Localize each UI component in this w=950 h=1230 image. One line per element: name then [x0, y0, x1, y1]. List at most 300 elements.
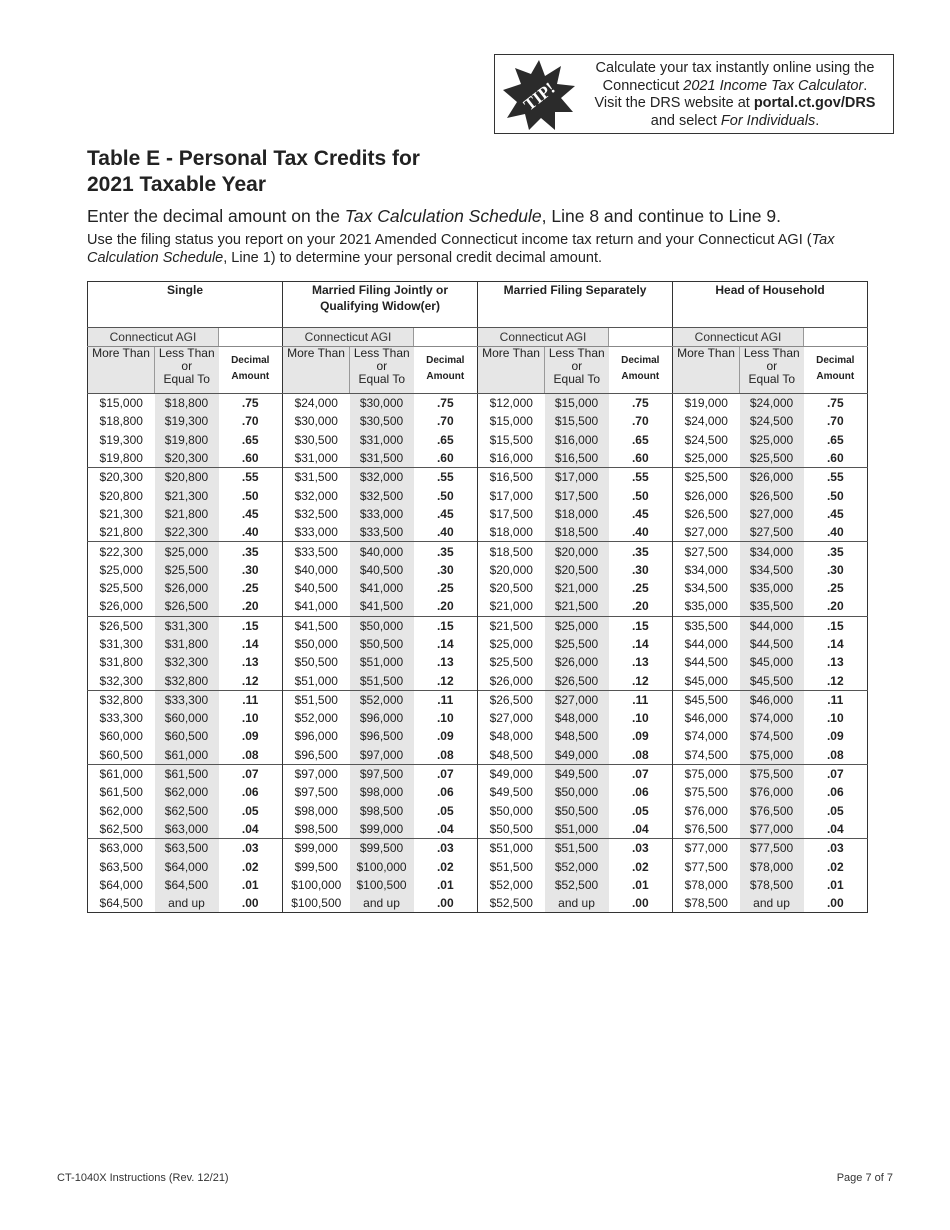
agi-more-than-cell: $21,800 — [88, 523, 155, 542]
decimal-amount-cell: .35 — [219, 542, 283, 561]
agi-less-than-cell: $96,500 — [350, 727, 414, 745]
agi-more-than-cell: $45,500 — [673, 690, 740, 709]
agi-less-than-cell: $75,000 — [740, 746, 804, 765]
table-row — [88, 783, 868, 801]
agi-more-than-cell: $44,000 — [673, 635, 740, 653]
agi-more-than-cell: $74,000 — [673, 727, 740, 745]
decimal-amount-cell: .20 — [219, 597, 283, 616]
agi-less-than-cell: $18,000 — [545, 505, 609, 523]
table-row — [88, 597, 868, 616]
decimal-header-line: Decimal — [231, 355, 270, 366]
agi-less-than-cell: and up — [740, 894, 804, 913]
tip-star-icon — [501, 58, 577, 132]
agi-more-than-cell: $30,500 — [283, 431, 350, 449]
decimal-amount-cell: .02 — [414, 857, 478, 875]
tip-line-2-end: . — [863, 77, 868, 94]
agi-less-than-cell: $50,500 — [545, 802, 609, 820]
agi-less-than-cell: $17,500 — [545, 486, 609, 504]
table-row — [88, 876, 868, 894]
agi-more-than-cell: $30,000 — [283, 412, 350, 430]
less-than-header-line: Less Than — [353, 346, 410, 360]
agi-less-than-cell: $20,800 — [155, 468, 219, 487]
agi-less-than-cell: $78,000 — [740, 857, 804, 875]
decimal-amount-cell: .30 — [609, 561, 673, 579]
note-part-c: , Line 1) to determine your personal credit decimal amount. — [223, 250, 603, 266]
decimal-amount-cell: .55 — [219, 468, 283, 487]
agi-label: Connecticut AGI — [478, 328, 609, 347]
agi-less-than-cell: $77,500 — [740, 839, 804, 858]
agi-more-than-cell: $51,500 — [283, 690, 350, 709]
agi-more-than-cell: $34,500 — [673, 579, 740, 597]
decimal-amount-header — [609, 347, 673, 394]
decimal-amount-cell: .05 — [414, 802, 478, 820]
decimal-amount-cell: .08 — [219, 746, 283, 765]
table-row — [88, 412, 868, 430]
agi-less-than-cell: $41,000 — [350, 579, 414, 597]
agi-more-than-cell: $25,000 — [478, 635, 545, 653]
agi-more-than-cell: $25,500 — [478, 653, 545, 671]
agi-less-than-cell: $30,000 — [350, 394, 414, 413]
agi-less-than-cell: $52,500 — [545, 876, 609, 894]
agi-more-than-cell: $63,500 — [88, 857, 155, 875]
decimal-amount-cell: .30 — [219, 561, 283, 579]
decimal-amount-cell: .45 — [219, 505, 283, 523]
filing-status-note — [87, 231, 867, 267]
decimal-amount-cell: .10 — [414, 709, 478, 727]
tip-line-1: Calculate your tax instantly online using the — [595, 60, 875, 76]
decimal-amount-cell: .55 — [804, 468, 868, 487]
decimal-amount-cell: .15 — [609, 616, 673, 635]
agi-more-than-cell: $35,500 — [673, 616, 740, 635]
decimal-amount-cell: .07 — [609, 764, 673, 783]
less-than-header-line: Equal To — [748, 372, 796, 386]
decimal-amount-cell: .20 — [826, 599, 844, 614]
decimal-amount-cell: .14 — [414, 635, 478, 653]
agi-more-than-cell: $20,000 — [478, 561, 545, 579]
agi-less-than-cell: $51,000 — [350, 653, 414, 671]
lead-part-a: Enter the decimal amount on the — [87, 206, 345, 226]
agi-more-than-cell: $64,000 — [88, 876, 155, 894]
decimal-amount-cell: .35 — [804, 542, 868, 561]
agi-more-than-cell: $25,500 — [88, 579, 155, 597]
agi-less-than-cell: $25,000 — [155, 542, 219, 561]
agi-more-than-cell: $22,300 — [88, 542, 155, 561]
table-row — [88, 820, 868, 839]
agi-more-than-cell: $61,500 — [88, 783, 155, 801]
agi-less-than-cell: $19,800 — [155, 431, 219, 449]
agi-more-than-cell: $50,000 — [283, 635, 350, 653]
agi-more-than-cell: $100,000 — [283, 876, 350, 894]
decimal-amount-cell: .09 — [414, 727, 478, 745]
status-header-single: Single — [88, 282, 283, 328]
decimal-amount-cell: .00 — [826, 896, 844, 911]
agi-less-than-cell: $25,500 — [545, 635, 609, 653]
title-line-2: 2021 Taxable Year — [87, 173, 267, 196]
agi-more-than-cell: $27,000 — [478, 709, 545, 727]
agi-more-than-cell: $16,000 — [478, 449, 545, 468]
decimal-amount-cell: .01 — [826, 877, 844, 892]
agi-less-than-cell: $27,500 — [740, 523, 804, 542]
decimal-amount-cell: .50 — [414, 486, 478, 504]
decimal-amount-cell: .08 — [826, 747, 844, 762]
tax-credit-table — [87, 281, 868, 913]
agi-more-than-cell: $18,000 — [478, 523, 545, 542]
decimal-amount-cell: .65 — [219, 431, 283, 449]
agi-less-than-cell: $41,500 — [350, 597, 414, 616]
decimal-amount-cell: .08 — [414, 746, 478, 765]
tip-calculator-name: 2021 Income Tax Calculator — [683, 77, 864, 94]
agi-more-than-cell: $48,000 — [478, 727, 545, 745]
agi-more-than-cell: $74,500 — [673, 746, 740, 765]
decimal-amount-cell: .10 — [826, 711, 844, 726]
decimal-amount-cell: .02 — [609, 857, 673, 875]
agi-less-than-cell: $61,500 — [155, 764, 219, 783]
agi-less-than-cell: $24,000 — [740, 394, 804, 413]
agi-less-than-cell: $27,000 — [740, 505, 804, 523]
agi-less-than-cell: and up — [350, 894, 414, 913]
decimal-amount-cell: .01 — [219, 876, 283, 894]
less-than-header-line: Less Than — [548, 346, 605, 360]
decimal-amount-cell: .06 — [826, 785, 844, 800]
agi-more-than-cell: $64,500 — [88, 894, 155, 913]
decimal-header-line: Decimal — [426, 355, 465, 366]
agi-more-than-cell: $31,000 — [283, 449, 350, 468]
table-row — [88, 671, 868, 690]
decimal-amount-cell: .40 — [826, 525, 844, 540]
decimal-amount-cell: .14 — [609, 635, 673, 653]
agi-more-than-cell: $24,500 — [673, 431, 740, 449]
agi-less-than-cell: $31,800 — [155, 635, 219, 653]
decimal-amount-cell: .05 — [609, 802, 673, 820]
agi-less-than-cell: $60,000 — [155, 709, 219, 727]
agi-more-than-cell: $19,800 — [88, 449, 155, 468]
agi-more-than-cell: $45,000 — [673, 671, 740, 690]
decimal-amount-cell: .50 — [219, 486, 283, 504]
agi-less-than-cell: $49,500 — [545, 764, 609, 783]
decimal-amount-cell: .09 — [219, 727, 283, 745]
agi-less-than-cell: $19,300 — [155, 412, 219, 430]
lead-part-b: Tax Calculation Schedule — [344, 206, 542, 226]
agi-less-than-cell: $21,000 — [545, 579, 609, 597]
agi-less-than-cell: and up — [545, 894, 609, 913]
decimal-amount-cell: .20 — [414, 597, 478, 616]
agi-more-than-cell: $49,000 — [478, 764, 545, 783]
agi-more-than-cell: $21,500 — [478, 616, 545, 635]
agi-less-than-cell: $21,800 — [155, 505, 219, 523]
decimal-amount-cell: .45 — [826, 506, 844, 521]
agi-more-than-cell: $33,300 — [88, 709, 155, 727]
less-than-header-line: or — [571, 359, 583, 373]
tip-drs-link[interactable]: portal.ct.gov/DRS — [753, 95, 876, 111]
agi-less-than-cell: $26,000 — [740, 468, 804, 487]
agi-more-than-cell: $33,500 — [283, 542, 350, 561]
agi-less-than-cell: $76,500 — [740, 802, 804, 820]
decimal-amount-cell: .55 — [609, 468, 673, 487]
agi-more-than-cell: $76,500 — [673, 820, 740, 839]
agi-more-than-cell: $40,500 — [283, 579, 350, 597]
agi-more-than-cell: $15,500 — [478, 431, 545, 449]
table-row — [88, 523, 868, 542]
decimal-amount-header — [804, 347, 868, 394]
decimal-amount-cell: .70 — [414, 412, 478, 430]
agi-less-than-cell: $51,500 — [545, 839, 609, 858]
decimal-amount-cell: .00 — [219, 894, 283, 913]
agi-more-than-cell: $24,000 — [283, 394, 350, 413]
less-than-header-line: Equal To — [163, 372, 210, 386]
agi-less-than-cell: $64,000 — [155, 857, 219, 875]
decimal-amount-header — [414, 347, 478, 394]
decimal-amount-cell: .12 — [219, 671, 283, 690]
agi-more-than-cell: $34,000 — [673, 561, 740, 579]
decimal-amount-cell: .00 — [609, 894, 673, 913]
agi-more-than-cell: $62,000 — [88, 802, 155, 820]
agi-more-than-cell: $78,000 — [673, 876, 740, 894]
agi-more-than-cell: $19,000 — [673, 394, 740, 413]
status-header-separate: Married Filing Separately — [478, 282, 673, 328]
agi-less-than-cell: $32,300 — [155, 653, 219, 671]
agi-more-than-cell: $24,000 — [673, 412, 740, 430]
decimal-amount-cell: .10 — [609, 709, 673, 727]
decimal-amount-cell: .25 — [219, 579, 283, 597]
less-than-header-line: Equal To — [553, 372, 601, 386]
decimal-amount-cell: .03 — [414, 839, 478, 858]
agi-more-than-cell: $19,300 — [88, 431, 155, 449]
agi-more-than-cell: $97,500 — [283, 783, 350, 801]
agi-less-than-cell: $48,000 — [545, 709, 609, 727]
decimal-amount-cell: .13 — [414, 653, 478, 671]
less-than-header-line: Less Than — [743, 346, 800, 360]
agi-less-than-cell: $16,500 — [545, 449, 609, 468]
agi-less-than-cell: $20,300 — [155, 449, 219, 468]
decimal-amount-cell: .40 — [219, 523, 283, 542]
agi-less-than-cell: $30,500 — [350, 412, 414, 430]
more-than-header: More Than — [283, 347, 350, 394]
agi-less-than-cell: $63,500 — [155, 839, 219, 858]
less-than-header-line: or — [376, 359, 388, 373]
agi-more-than-cell: $60,500 — [88, 746, 155, 765]
tip-line-4: and select — [650, 112, 721, 129]
decimal-amount-cell: .70 — [609, 412, 673, 430]
decimal-amount-cell: .45 — [414, 505, 478, 523]
table-row — [88, 561, 868, 579]
agi-more-than-cell: $25,000 — [673, 449, 740, 468]
agi-less-than-cell: $31,500 — [350, 449, 414, 468]
agi-label: Connecticut AGI — [283, 328, 414, 347]
agi-less-than-cell: $20,000 — [545, 542, 609, 561]
decimal-amount-cell: .12 — [414, 671, 478, 690]
agi-more-than-cell: $97,000 — [283, 764, 350, 783]
agi-more-than-cell: $16,500 — [478, 468, 545, 487]
agi-less-than-cell: $32,800 — [155, 671, 219, 690]
decimal-amount-cell: .65 — [609, 431, 673, 449]
agi-less-than-cell: $34,500 — [740, 561, 804, 579]
decimal-amount-cell: .35 — [414, 542, 478, 561]
agi-less-than-cell: $33,000 — [350, 505, 414, 523]
table-row — [88, 635, 868, 653]
agi-more-than-cell: $20,300 — [88, 468, 155, 487]
tip-for-individuals: For Individuals — [720, 112, 816, 129]
decimal-amount-cell: .11 — [219, 690, 283, 709]
agi-more-than-cell: $18,500 — [478, 542, 545, 561]
agi-more-than-cell: $41,500 — [283, 616, 350, 635]
decimal-amount-cell: .02 — [219, 857, 283, 875]
agi-more-than-cell: $40,000 — [283, 561, 350, 579]
agi-less-than-cell: $99,000 — [350, 820, 414, 839]
agi-more-than-cell: $35,000 — [673, 597, 740, 616]
agi-less-than-cell: $50,000 — [350, 616, 414, 635]
table-row — [88, 468, 868, 487]
agi-less-than-cell: $78,500 — [740, 876, 804, 894]
agi-more-than-cell: $52,000 — [478, 876, 545, 894]
agi-label: Connecticut AGI — [88, 328, 219, 347]
decimal-amount-cell: .35 — [609, 542, 673, 561]
agi-less-than-cell: and up — [155, 894, 219, 913]
decimal-amount-cell: .07 — [219, 764, 283, 783]
decimal-amount-cell: .65 — [826, 432, 844, 447]
agi-more-than-cell: $60,000 — [88, 727, 155, 745]
decimal-amount-cell: .15 — [219, 616, 283, 635]
table-row — [88, 894, 868, 913]
agi-less-than-cell: $31,000 — [350, 431, 414, 449]
decimal-amount-cell: .12 — [826, 673, 844, 688]
decimal-amount-cell: .09 — [826, 729, 844, 744]
agi-less-than-cell: $26,500 — [545, 671, 609, 690]
table-row — [88, 486, 868, 504]
agi-less-than-cell: $51,500 — [350, 671, 414, 690]
tip-text — [581, 60, 889, 130]
agi-spacer — [609, 328, 673, 347]
decimal-amount-cell: .40 — [609, 523, 673, 542]
agi-less-than-cell: $22,300 — [155, 523, 219, 542]
decimal-amount-cell: .06 — [609, 783, 673, 801]
more-than-header: More Than — [88, 347, 155, 394]
agi-more-than-cell: $50,000 — [478, 802, 545, 820]
agi-more-than-cell: $17,500 — [478, 505, 545, 523]
tip-line-2: Connecticut — [602, 77, 684, 94]
less-than-header-line: or — [766, 359, 778, 373]
agi-less-than-cell: $18,800 — [155, 394, 219, 413]
agi-less-than-cell: $62,500 — [155, 802, 219, 820]
agi-more-than-cell: $50,500 — [478, 820, 545, 839]
table-row — [88, 616, 868, 635]
decimal-amount-cell: .09 — [609, 727, 673, 745]
agi-more-than-cell: $31,300 — [88, 635, 155, 653]
lead-instruction — [87, 206, 781, 227]
agi-more-than-cell: $49,500 — [478, 783, 545, 801]
decimal-amount-cell: .13 — [609, 653, 673, 671]
decimal-amount-cell: .75 — [609, 394, 673, 413]
agi-more-than-cell: $98,500 — [283, 820, 350, 839]
agi-more-than-cell: $26,500 — [478, 690, 545, 709]
decimal-amount-cell: .50 — [826, 488, 844, 503]
agi-more-than-cell: $26,000 — [673, 486, 740, 504]
agi-more-than-cell: $15,000 — [88, 394, 155, 413]
agi-less-than-cell: $75,500 — [740, 764, 804, 783]
decimal-amount-cell: .13 — [826, 655, 844, 670]
decimal-amount-cell: .03 — [609, 839, 673, 858]
agi-less-than-cell: $35,000 — [740, 579, 804, 597]
agi-less-than-cell: $34,000 — [740, 542, 804, 561]
table-row — [88, 394, 868, 413]
agi-less-than-cell: $15,000 — [545, 394, 609, 413]
agi-less-than-cell: $60,500 — [155, 727, 219, 745]
note-part-a: Use the filing status you report on your 2021 Amended Connecticut income tax return and your Connecticut AGI ( — [87, 232, 812, 248]
decimal-amount-header — [219, 347, 283, 394]
lead-part-c: , Line 8 and continue to Line 9. — [541, 206, 781, 226]
agi-more-than-cell: $100,500 — [283, 894, 350, 913]
decimal-amount-cell: .20 — [609, 597, 673, 616]
agi-more-than-cell: $32,500 — [283, 505, 350, 523]
decimal-amount-cell: .11 — [414, 690, 478, 709]
agi-more-than-cell: $32,300 — [88, 671, 155, 690]
agi-more-than-cell: $50,500 — [283, 653, 350, 671]
agi-spacer — [219, 328, 283, 347]
agi-more-than-cell: $52,000 — [283, 709, 350, 727]
agi-more-than-cell: $31,800 — [88, 653, 155, 671]
agi-less-than-cell: $46,000 — [740, 690, 804, 709]
table-row — [88, 505, 868, 523]
agi-less-than-cell: $35,500 — [740, 597, 804, 616]
decimal-amount-cell: .15 — [804, 616, 868, 635]
agi-more-than-cell: $99,500 — [283, 857, 350, 875]
agi-more-than-cell: $77,500 — [673, 857, 740, 875]
tip-badge-label: TIP! — [520, 78, 559, 115]
agi-less-than-cell: $62,000 — [155, 783, 219, 801]
less-than-header-line: Less Than — [158, 346, 215, 360]
agi-less-than-cell: $40,500 — [350, 561, 414, 579]
status-header-joint: Married Filing Jointly or Qualifying Widow(er) — [283, 282, 478, 328]
agi-more-than-cell: $17,000 — [478, 486, 545, 504]
decimal-amount-cell: .03 — [219, 839, 283, 858]
agi-less-than-cell: $33,300 — [155, 690, 219, 709]
agi-less-than-cell: $24,500 — [740, 412, 804, 430]
agi-less-than-cell: $97,000 — [350, 746, 414, 765]
agi-less-than-cell: $50,000 — [545, 783, 609, 801]
agi-more-than-cell: $52,500 — [478, 894, 545, 913]
decimal-header-line: Amount — [426, 371, 465, 382]
agi-more-than-cell: $26,500 — [673, 505, 740, 523]
table-row — [88, 857, 868, 875]
decimal-amount-cell: .65 — [414, 431, 478, 449]
agi-less-than-cell: $44,000 — [740, 616, 804, 635]
decimal-amount-cell: .04 — [219, 820, 283, 839]
decimal-amount-cell: .45 — [609, 505, 673, 523]
agi-less-than-cell: $31,300 — [155, 616, 219, 635]
agi-more-than-cell: $63,000 — [88, 839, 155, 858]
table-row — [88, 579, 868, 597]
decimal-header-line: Amount — [816, 371, 855, 382]
agi-more-than-cell: $76,000 — [673, 802, 740, 820]
footer-form-id: CT-1040X Instructions (Rev. 12/21) — [57, 1172, 229, 1184]
decimal-amount-cell: .12 — [609, 671, 673, 690]
agi-less-than-cell: $51,000 — [545, 820, 609, 839]
agi-more-than-cell: $27,500 — [673, 542, 740, 561]
decimal-amount-cell: .60 — [609, 449, 673, 468]
decimal-amount-cell: .06 — [219, 783, 283, 801]
agi-more-than-cell: $99,000 — [283, 839, 350, 858]
agi-more-than-cell: $78,500 — [673, 894, 740, 913]
note-part-b: Tax Calculation Schedule — [87, 232, 835, 266]
table-row — [88, 542, 868, 561]
agi-less-than-cell: $50,500 — [350, 635, 414, 653]
agi-less-than-cell: $97,500 — [350, 764, 414, 783]
agi-spacer — [804, 328, 868, 347]
decimal-amount-cell: .15 — [414, 616, 478, 635]
agi-less-than-cell: $49,000 — [545, 746, 609, 765]
agi-less-than-cell: $21,300 — [155, 486, 219, 504]
agi-more-than-cell: $33,000 — [283, 523, 350, 542]
decimal-amount-cell: .11 — [609, 690, 673, 709]
